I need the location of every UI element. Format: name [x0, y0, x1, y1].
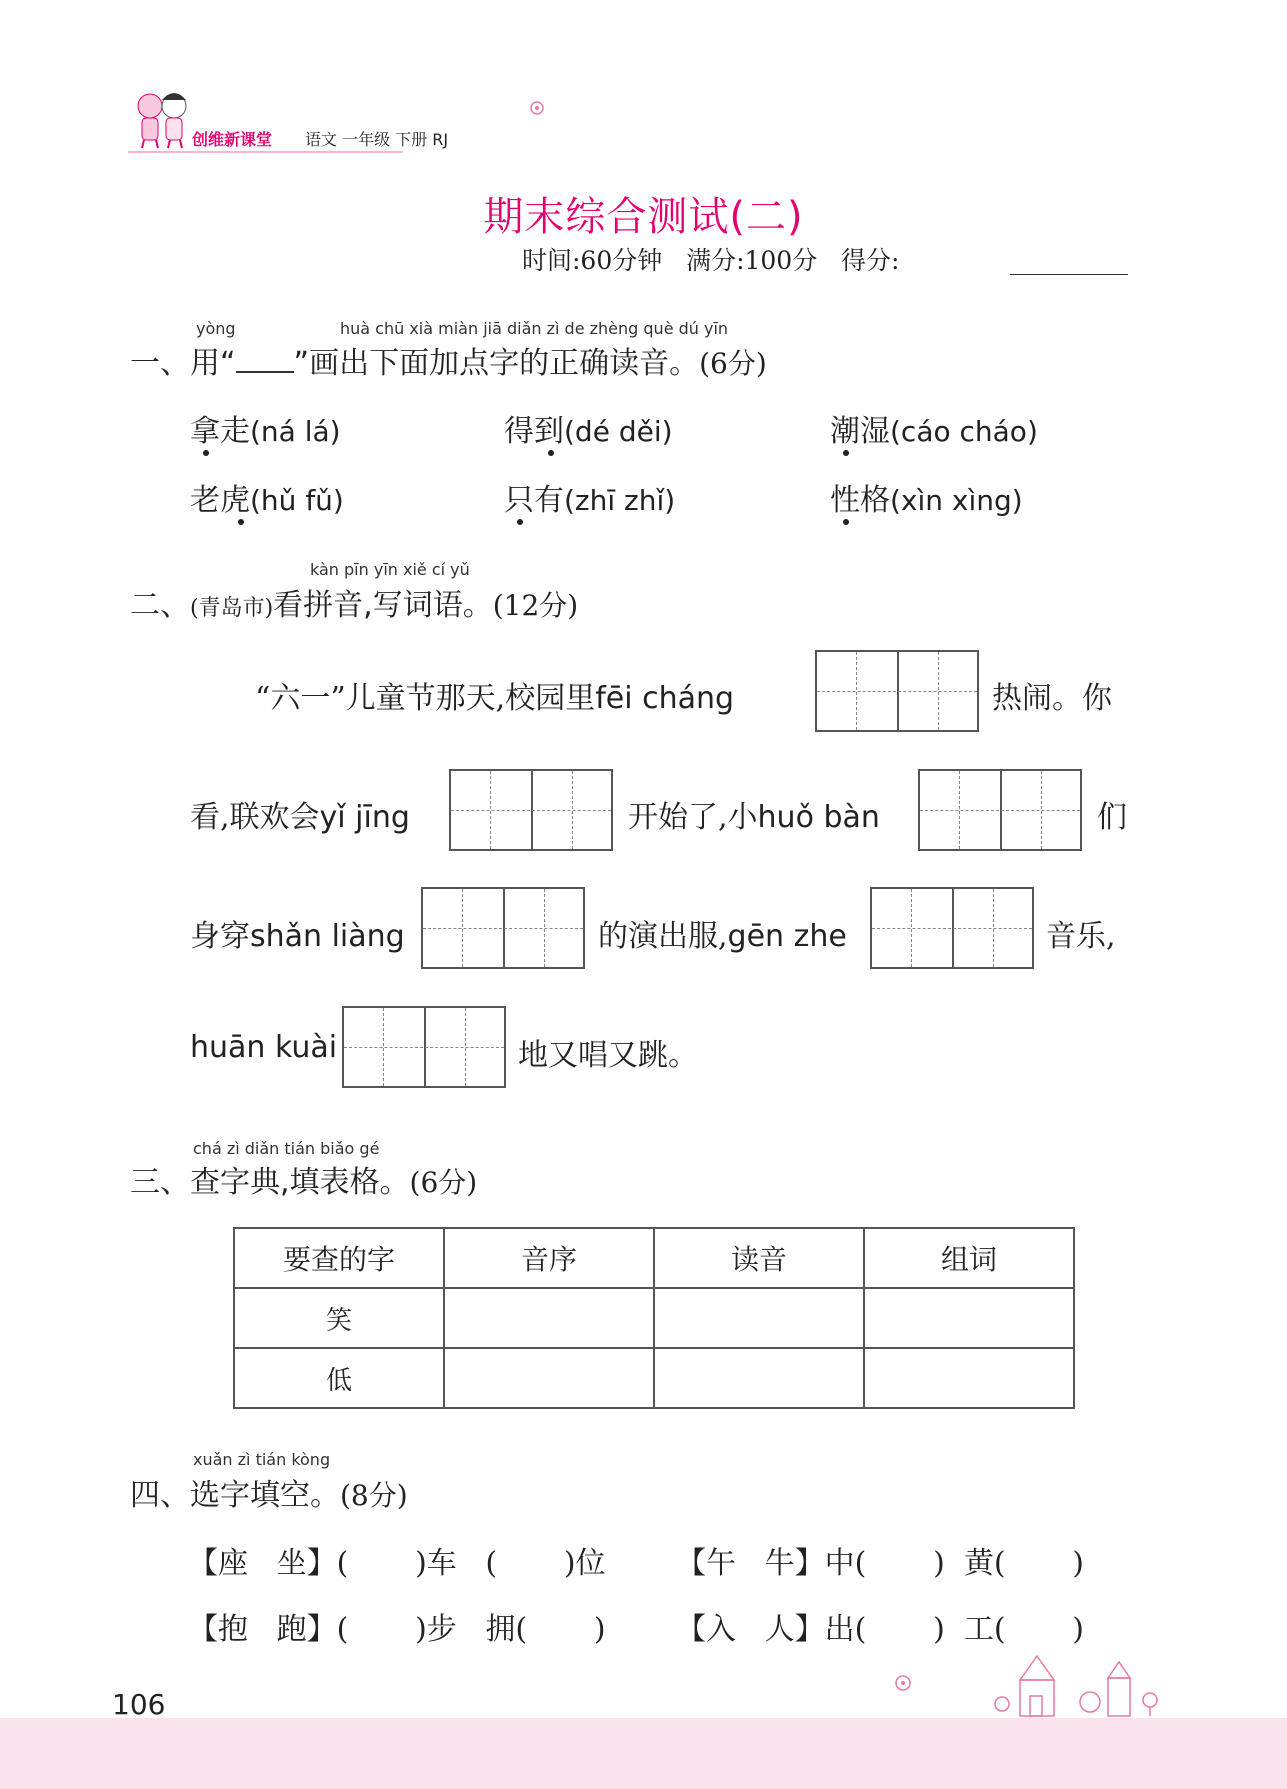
section1-text-b: ”画出下面加点字的正确读音。 [293, 346, 700, 381]
page-number: 106 [112, 1688, 166, 1721]
q1-options: (hǔ fǔ) [250, 484, 344, 517]
s2-line3-pinyin-2: gēn zhe [727, 919, 847, 954]
section3-text: 查字典,填表格。 [190, 1165, 410, 1200]
section2-score: (12分) [492, 589, 579, 622]
section2-pinyin: kàn pīn yīn xiě cí yǔ [310, 560, 470, 579]
s2-line2-pinyin-1: yǐ jīng [319, 800, 410, 835]
q1-word: 拿走 [190, 414, 250, 449]
header-order: 音序 [444, 1228, 654, 1288]
answer-cell[interactable] [444, 1348, 654, 1408]
q4-line1-left: 【座 坐】( )车 ( )位 [188, 1546, 606, 1581]
q1-options: (ná lá) [250, 415, 341, 448]
s2-line2-a [190, 792, 410, 836]
q1-item-6 [830, 475, 1023, 519]
answer-cell[interactable] [864, 1288, 1074, 1348]
q1-item-2 [504, 406, 673, 450]
brand-name: 创维新课堂 [192, 130, 273, 149]
section1-pinyin-1: yòng [196, 319, 236, 338]
score-blank-line [1010, 274, 1128, 275]
writing-grid-3[interactable] [918, 769, 1082, 851]
q1-options: (cáo cháo) [890, 415, 1038, 448]
header-divider [128, 151, 403, 153]
s2-line1-a [255, 673, 734, 717]
writing-grid-4[interactable] [421, 887, 585, 969]
s2-line4-pinyin [190, 1030, 337, 1065]
s2-line1-b: 热闹。你 [992, 681, 1112, 716]
q1-word: 性格 [830, 483, 890, 518]
section3-score: (6分) [409, 1166, 478, 1199]
dictionary-table [233, 1227, 1075, 1409]
header-char: 要查的字 [234, 1228, 444, 1288]
s2-line2-b [628, 792, 880, 836]
s2-line3-a [190, 911, 405, 955]
writing-grid-1[interactable] [815, 650, 979, 732]
s2-line2-text-b: 开始了,小 [628, 800, 758, 835]
q1-options: (zhī zhǐ) [564, 484, 676, 517]
writing-grid-6[interactable] [342, 1006, 506, 1088]
writing-grid-2[interactable] [449, 769, 613, 851]
s2-line3-text-b: 的演出服, [598, 919, 728, 954]
section4-title [130, 1470, 408, 1514]
q1-item-1 [190, 406, 341, 450]
flower-icon [528, 100, 546, 116]
writing-grid-5[interactable] [870, 887, 1034, 969]
section2-region: (青岛市) [190, 596, 274, 621]
section3-pinyin: chá zì diǎn tián biǎo gé [193, 1139, 380, 1158]
s2-line3-pinyin-1: shǎn liàng [250, 919, 405, 954]
section4-score: (8分) [340, 1479, 408, 1512]
row-char: 笑 [234, 1288, 444, 1348]
q1-item-5 [504, 475, 675, 519]
emphasis-dot [203, 450, 209, 456]
header-reading: 读音 [654, 1228, 864, 1288]
q4-line1-right: 【午 牛】中( ) 黄( ) [676, 1546, 1085, 1581]
answer-cell[interactable] [654, 1348, 864, 1408]
q1-word: 潮湿 [830, 414, 890, 449]
q4-line2-right: 【入 人】出( ) 工( ) [676, 1612, 1085, 1647]
s2-line3-c: 音乐, [1046, 919, 1116, 954]
section1-score: (6分) [699, 347, 767, 380]
header-word: 组词 [864, 1228, 1074, 1288]
s2-line2-c: 们 [1097, 800, 1127, 835]
table-row [234, 1288, 1074, 1348]
s2-line3-text: 身穿 [190, 919, 250, 954]
s2-line4-a: 地又唱又跳。 [518, 1038, 698, 1073]
s2-line4-py: huān kuài [190, 1030, 338, 1065]
cartoon-kids-logo [128, 88, 198, 150]
q1-options: (xìn xìng) [890, 484, 1023, 517]
emphasis-dot [843, 450, 849, 456]
section3-title [130, 1157, 477, 1201]
table-row [234, 1348, 1074, 1408]
s2-line3-b [598, 911, 847, 955]
section1-pinyin-2: huà chū xià miàn jiā diǎn zì de zhèng què dú yīn [340, 319, 729, 338]
answer-cell[interactable] [864, 1348, 1074, 1408]
section2-text: 看拼音,写词语。 [273, 588, 493, 623]
s2-line1-pinyin: fēi cháng [595, 681, 735, 716]
q1-options: (dé děi) [564, 415, 673, 448]
footer-band [0, 1718, 1287, 1789]
emphasis-dot [548, 450, 554, 456]
section4-number: 四、 [130, 1478, 190, 1513]
section2-title [130, 580, 578, 624]
q1-item-4 [190, 475, 344, 519]
answer-underline-sample [236, 347, 294, 373]
section1-number: 一、 [130, 346, 190, 381]
book-subject: 语文 一年级 下册 RJ [305, 130, 449, 149]
section3-number: 三、 [130, 1165, 190, 1200]
section1-text-a: 用“ [190, 346, 236, 381]
s2-line2-pinyin-2: huǒ bàn [757, 800, 880, 835]
row-char: 低 [234, 1348, 444, 1408]
answer-cell[interactable] [444, 1288, 654, 1348]
answer-cell[interactable] [654, 1288, 864, 1348]
section4-pinyin: xuǎn zì tián kòng [193, 1450, 331, 1469]
emphasis-dot [238, 519, 244, 525]
section1-title [130, 338, 767, 382]
castle-illustration [990, 1650, 1160, 1718]
section2-number: 二、 [130, 588, 190, 623]
q1-word: 只有 [504, 483, 564, 518]
emphasis-dot [517, 519, 523, 525]
page-title: 期末综合测试(二) [483, 194, 804, 240]
emphasis-dot [843, 519, 849, 525]
time-info: 时间:60分钟 满分:100分 得分: [522, 246, 900, 275]
flower-icon [893, 1674, 913, 1692]
q1-word: 得到 [504, 414, 564, 449]
q4-line2-left: 【抱 跑】( )步 拥( ) [188, 1612, 606, 1647]
table-header-row [234, 1228, 1074, 1288]
s2-line1-text: “六一”儿童节那天,校园里 [255, 681, 596, 716]
s2-line2-text: 看,联欢会 [190, 800, 320, 835]
section4-text: 选字填空。 [190, 1478, 340, 1513]
q1-word: 老虎 [190, 483, 250, 518]
q1-item-3 [830, 406, 1038, 450]
